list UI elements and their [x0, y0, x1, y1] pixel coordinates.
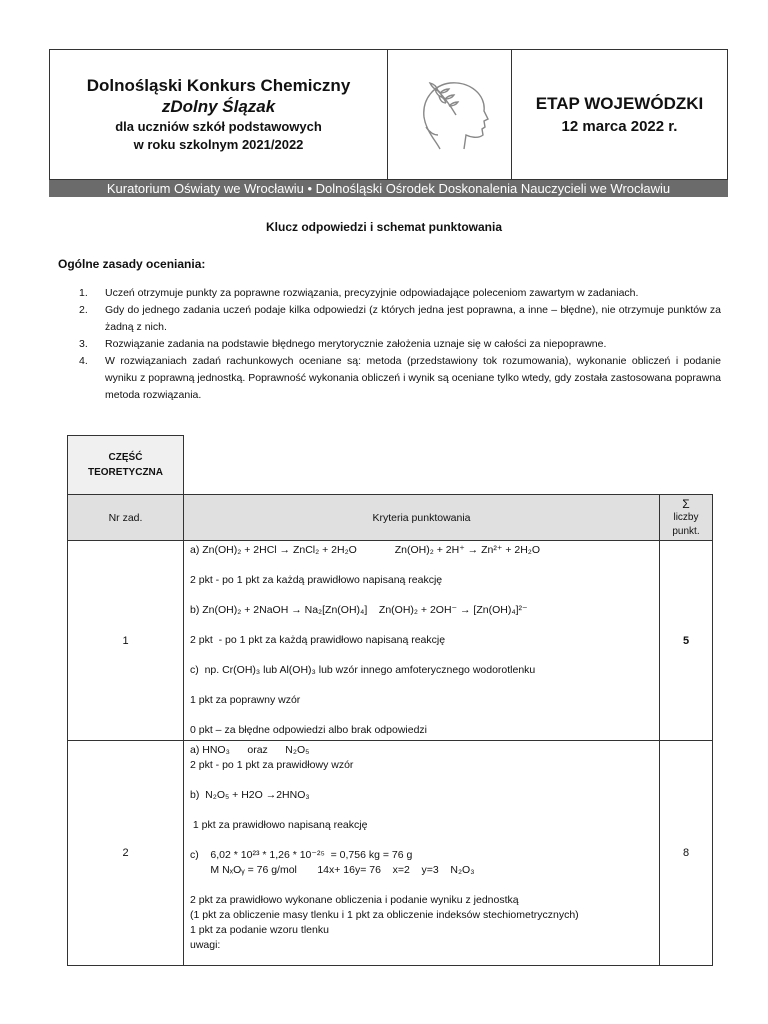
stage-date: 12 marca 2022 r.	[561, 117, 678, 135]
sigma-symbol: Σ	[682, 496, 690, 511]
answer-line: a) Zn(OH)₂ + 2HCl → ZnCl₂ + 2H₂O Zn(OH)₂ + 2H⁺ → Zn²⁺ + 2H₂O	[190, 544, 541, 556]
empty-cell	[184, 436, 713, 495]
general-rules-list	[65, 285, 721, 404]
rule-item	[65, 353, 721, 404]
rule-item	[65, 302, 721, 336]
points-line: 1 pkt za poprawny wzór	[190, 694, 301, 706]
header-nr: Nr zad.	[68, 495, 184, 541]
rule-number: 1.	[79, 287, 88, 299]
answer-line: a) HNO₃ oraz N₂O₅	[190, 744, 310, 756]
task-points: 5	[660, 541, 713, 741]
points-line: 2 pkt - po 1 pkt za każdą prawidłowo napisaną reakcję	[190, 634, 446, 646]
rule-item	[65, 285, 721, 302]
contest-audience: dla uczniów szkół podstawowych	[115, 119, 322, 134]
page-header	[49, 49, 728, 180]
header-points-line1: liczby	[673, 511, 699, 523]
points-line: 0 pkt – za błędne odpowiedzi albo brak odpowiedzi	[190, 724, 427, 736]
table-header-row	[68, 495, 713, 541]
contest-subtitle: zDolny Ślązak	[161, 97, 276, 116]
task-number: 1	[68, 541, 184, 741]
logo-cell	[388, 50, 512, 179]
answer-line: c) np. Cr(OH)₃ lub Al(OH)₃ lub wzór innego amfoterycznego wodorotlenku	[190, 664, 536, 676]
table-row	[68, 541, 713, 741]
rule-text: W rozwiązaniach zadań rachunkowych oceniane są: metoda (przedstawiony tok rozumowania), wykonanie obliczeń i podanie wyniku z poprawną jednostką. Poprawność wykonania obliczeń i wynik są oceniane tylko wtedy, gdy została zastosowana poprawna metoda rozwiązania.	[105, 355, 721, 401]
task-points: 8	[660, 741, 713, 966]
rule-item	[65, 336, 721, 353]
points-note: (1 pkt za obliczenie masy tlenku i 1 pkt za obliczenie indeksów stechiometrycznych)	[190, 909, 579, 921]
remarks-line: uwagi:	[190, 939, 221, 951]
rule-number: 4.	[79, 355, 88, 367]
contest-title: Dolnośląski Konkurs Chemiczny	[86, 76, 351, 95]
part-label-line1: CZĘŚĆ	[108, 452, 143, 463]
rule-text: Rozwiązanie zadania na podstawie błędnego merytorycznie założenia uznaje się w całości za niepoprawne.	[105, 338, 607, 350]
rule-text: Uczeń otrzymuje punkty za poprawne rozwiązania, precyzyjnie odpowiadające poleceniom zawartym w zadaniach.	[105, 287, 639, 299]
answer-line: c) 6,02 * 10²³ * 1,26 * 10⁻²⁵ = 0,756 kg = 76 g	[190, 849, 413, 861]
answer-line: M NₓOᵧ = 76 g/mol 14x+ 16y= 76 x=2 y=3 N₂O₃	[190, 864, 475, 876]
header-points	[660, 495, 713, 541]
rule-text: Gdy do jednego zadania uczeń podaje kilka odpowiedzi (z których jedna jest poprawna, a inne – błędne), nie otrzymuje punktów za żadną z nich.	[105, 304, 721, 333]
document-title: Klucz odpowiedzi i schemat punktowania	[265, 220, 503, 234]
answer-line: b) Zn(OH)₂ + 2NaOH → Na₂[Zn(OH)₄] Zn(OH)₂ + 2OH⁻ → [Zn(OH)₄]²⁻	[190, 604, 528, 616]
table-row	[68, 741, 713, 966]
task-number: 2	[68, 741, 184, 966]
organizers-banner: Kuratorium Oświaty we Wrocławiu • Dolnośląski Ośrodek Doskonalenia Nauczycieli we Wrocławiu	[49, 180, 728, 197]
table-part-row	[68, 436, 713, 495]
rule-number: 3.	[79, 338, 88, 350]
header-points-line2: punkt.	[672, 525, 700, 537]
task-criteria	[184, 741, 660, 966]
points-line: 2 pkt - po 1 pkt za prawidłowy wzór	[190, 759, 354, 771]
points-line: 2 pkt za prawidłowo wykonane obliczenia i podanie wyniku z jednostką	[190, 894, 519, 906]
part-label-line2: TEORETYCZNA	[88, 467, 163, 478]
task-criteria	[184, 541, 660, 741]
stage-name: ETAP WOJEWÓDZKI	[535, 93, 704, 113]
header-criteria: Kryteria punktowania	[184, 495, 660, 541]
contest-title-block	[50, 50, 388, 179]
laurel-head-logo-icon	[400, 75, 500, 155]
points-line: 1 pkt za podanie wzoru tlenku	[190, 924, 329, 936]
part-label-cell	[68, 436, 184, 495]
answer-line: b) N₂O₅ + H2O →2HNO₃	[190, 789, 310, 801]
general-rules-heading: Ogólne zasady oceniania:	[58, 257, 206, 271]
scoring-table	[67, 435, 713, 966]
points-line: 1 pkt za prawidłowo napisaną reakcję	[190, 819, 368, 831]
points-line: 2 pkt - po 1 pkt za każdą prawidłowo napisaną reakcję	[190, 574, 443, 586]
contest-school-year: w roku szkolnym 2021/2022	[133, 137, 304, 152]
stage-block	[512, 50, 727, 179]
rule-number: 2.	[79, 304, 88, 316]
